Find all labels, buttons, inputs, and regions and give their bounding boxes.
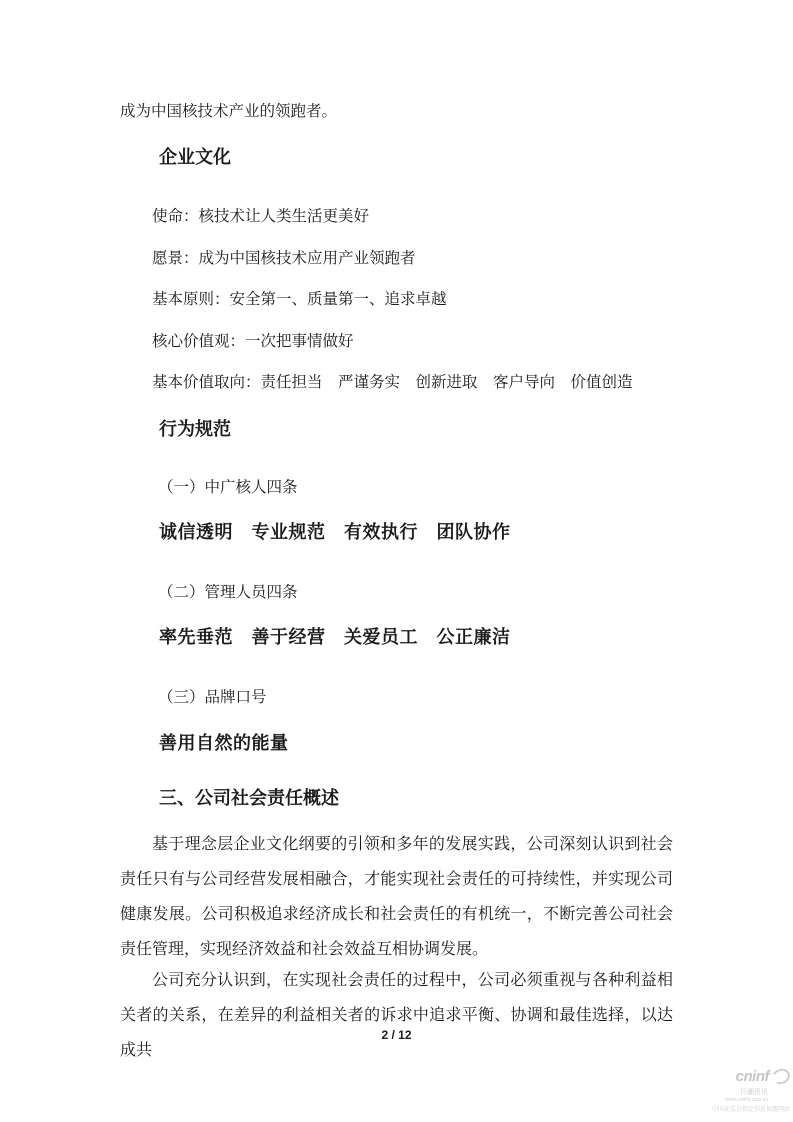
conduct-group-label-3: （三）品牌口号 [158,688,267,706]
cninfo-name: 巨潮资讯 [740,1089,768,1096]
section-heading-conduct: 行为规范 [159,419,231,440]
culture-item-vision: 愿景：成为中国核技术应用产业领跑者 [152,249,416,267]
continuation-line: 成为中国核技术产业的领跑者。 [120,102,338,120]
cninfo-logo [736,1068,790,1085]
culture-item-mission: 使命：核技术让人类生活更美好 [152,207,370,225]
cninfo-logo-text: cninf [735,1068,769,1085]
culture-item-value-orientation: 基本价值取向：责任担当 严谨务实 创新进取 客户导向 价值创造 [152,373,633,391]
culture-item-core-values: 核心价值观：一次把事情做好 [152,332,354,350]
conduct-slogan-2: 率先垂范 善于经营 关爱员工 公正廉洁 [159,627,511,648]
section-heading-csr: 三、公司社会责任概述 [159,788,339,809]
csr-paragraph-1: 基于理念层企业文化纲要的引领和多年的发展实践，公司深刻认识到社会责任只有与公司经营发展相融合，才能实现社会责任的可持续性，并实现公司健康发展。公司积极追求经济成长和社会责任的有机统一，不断完善公司社会责任管理，实现经济效益和社会效益互相协调发展。 [120,834,673,958]
culture-item-principle: 基本原则：安全第一、质量第一、追求卓越 [152,290,447,308]
csr-paragraph-2: 公司充分认识到，在实现社会责任的过程中，公司必须重视与各种利益相关者的关系，在差异的利益相关者的诉求中追求平衡、协调和最佳选择，以达成共 [120,970,673,1059]
conduct-group-label-2: （二）管理人员四条 [158,583,298,601]
page-number: 2 / 12 [381,1028,412,1042]
cninfo-watermark [690,1068,790,1113]
cninfo-tagline: 中国证监会指定信息披露网站 [711,1107,790,1113]
conduct-group-label-1: （一）中广核人四条 [158,478,298,496]
conduct-slogan-1: 诚信透明 专业规范 有效执行 团队协作 [159,522,511,543]
brand-slogan: 善用自然的能量 [159,733,289,754]
cninfo-url: www.cninfo.com.cn [725,1097,768,1103]
section-heading-culture: 企业文化 [159,147,231,168]
cninfo-swirl-icon [770,1066,792,1086]
